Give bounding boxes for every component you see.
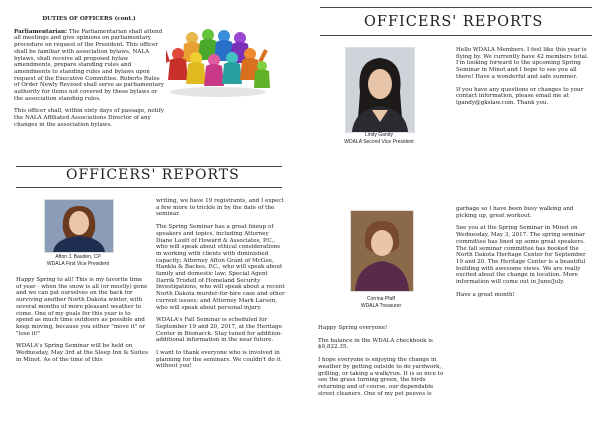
officer-title: WDALA First Vice President: [46, 260, 110, 267]
people-group: [166, 29, 270, 97]
first-vp-report-col2: [156, 198, 286, 376]
officer-name: Corrina Pfaff: [367, 296, 395, 302]
treasurer-col2-para2: See you at the Spring Seminar in Minot on Wednesday, May 3, 2017. The spring seminar committee has lined up some great speakers. The fall seminar committee has booked the North Dakota Heritage Center for September 19 and 20. The Heritage Center is a beautiful building with awesome views. We are really excited about the change in location. More information will come out in June/July.: [456, 225, 586, 286]
afton-caption: [36, 254, 120, 267]
lindy-gandy-photo: [345, 47, 415, 133]
portrait-image: [351, 211, 413, 291]
first-vp-col1-para1: Happy Spring to all! This is my favorite time of year - when the snow is all (or mostly) gone and we can pat ourselves on the back for surviving another North Dakota winter, with several months of more pleasant weather to come. One of my goals for this year is to spend as much time outdoors as possible and keep moving, because you either "move it" or "lose it!": [16, 277, 148, 337]
treasurer-col1-para2: The balance in the WDALA checkbook is $9,822.35.: [318, 337, 433, 351]
first-vp-col1-para2: WDALA's Spring Seminar will be held on Wednesday, May 3rd at the Sleep Inn & Suites in Minot. As of the time of this: [16, 343, 148, 363]
first-vp-report-col1: [16, 277, 148, 369]
duties-section: [14, 16, 164, 135]
portrait-image: [45, 200, 113, 252]
second-vp-para2: If you have any questions or changes to your contact information, please email me at lgandy@gkslaw.com. Thank you.: [456, 86, 584, 106]
teamwork-people-illustration: [166, 28, 272, 100]
treasurer-col2-para1: garbage so I have been busy walking and picking up, great workout.: [456, 206, 574, 219]
second-vp-report: [456, 47, 592, 113]
parliamentarian-text: The Parliamentarian shall attend all meetings and give opinions on parliamentary procedure on request of the President. This officer shall be familiar with association bylaws, NALA bylaws, shall receive all proposed bylaw amendments, prepare standing rules and amendments to standing rules and bylaws upon request of the Executive Committee. Roberts Rules of Order Newly Revised shall serve as parliamentary authority for items not covered by these bylaws or the association standing rules.: [14, 28, 164, 102]
first-vp-col2-para2: The Spring Seminar has a great lineup of speakers and topics, including Attorney Diane Lautt of Howard & Associates, P.C., who will speak about ethical considerations in working with clients with diminished capacity; Attorney Afton Grant of McGee, Hankla & Backes, P.C., who will speak about family and domestic law; Special Agent Darrik Trudell of Homeland Security Investigations, who will speak about a recent North Dakota murder-for-hire case and other current issues; and Attorney Mark Larson, who will speak about personal injury.: [156, 224, 285, 311]
officer-title: WDALA Second Vice President: [344, 138, 414, 145]
corrina-pfaff-photo: [350, 210, 414, 292]
top-officers-reports-heading: OFFICERS' REPORTS: [364, 14, 544, 30]
portrait-image: [346, 48, 414, 132]
officer-name: Afton J. Bauden, CP: [55, 254, 101, 260]
treasurer-col2-para3: Have a great month!: [456, 291, 515, 298]
treasurer-report-col2: [456, 206, 592, 304]
treasurer-report-col1: [318, 325, 448, 403]
duties-closing-paragraph: This officer shall, within sixty days of passage, notify the NALA Affiliated Associations Director of any changes in the association bylaws.: [14, 108, 164, 128]
first-vp-col2-para3: WDALA's Fall Seminar is scheduled for September 19 and 20, 2017, at the Heritage Center in Bismarck. Stay tuned for addition-additional information in the near future.: [156, 317, 283, 344]
duties-title: DUTIES OF OFFICERS (cont.): [42, 16, 136, 22]
treasurer-col1-para3: I hope everyone is enjoying the change in weather by getting outside to do yardwork, grilling, or taking a walk/run. It is so nice to see the grass turning green, the birds returning and of course, our dependable street cleaners. One of my pet peeves is: [318, 357, 444, 397]
first-vp-col2-para1: writing, we have 19 registrants, and I expect a few more to trickle in by the date of the seminar.: [156, 198, 284, 218]
corrina-caption: [334, 296, 428, 309]
bottom-left-rule-bottom: [16, 187, 282, 188]
treasurer-col1-para1: Happy Spring everyone!: [318, 325, 388, 331]
top-right-rule-top: [320, 7, 592, 8]
officer-title: WDALA Treasurer: [360, 302, 402, 309]
top-right-rule-bottom: [320, 35, 592, 36]
afton-bauden-photo: [44, 199, 114, 253]
bottom-officers-reports-heading: OFFICERS' REPORTS: [66, 167, 240, 183]
lindy-caption: [325, 132, 433, 145]
officer-name: Lindy Gandy: [364, 132, 394, 138]
first-vp-col2-para4: I want to thank everyone who is involved in planning for the seminars. We couldn't do it without you!: [156, 350, 281, 370]
parliamentarian-paragraph: [14, 29, 164, 103]
parliamentarian-label: Parliamentarian:: [14, 28, 68, 35]
second-vp-para1: Hello WDALA Members. I feel like this year is flying by. We currently have 42 members total. I'm looking forward to the upcoming Spring Seminar in Minot and I hope to see you all there! Have a wonderful and safe summer.: [456, 47, 589, 80]
